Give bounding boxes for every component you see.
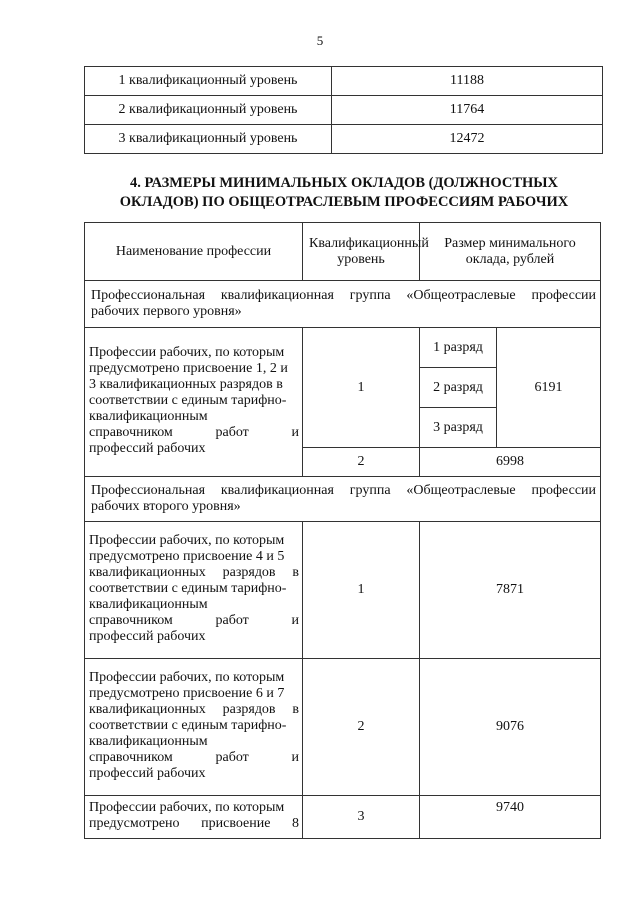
header-salary: Размер минимального оклада, рублей xyxy=(420,223,601,281)
salary-cell: 6998 xyxy=(420,448,601,477)
profession-description: Профессии рабочих, по которым предусмотрено присвоение 1, 2 и 3 квалификационных разрядов в соответствии с единым тарифно- квалификационным справочником работ и профессий рабочих xyxy=(85,328,303,477)
profession-description: Профессии рабочих, по которым предусмотрено присвоение 8 xyxy=(85,796,303,839)
salary-cell: 9076 xyxy=(420,659,601,796)
salary-cell: 6191 xyxy=(497,328,601,448)
level-cell: 3 xyxy=(303,796,420,839)
group1-title: Профессиональная квалификационная группа «Общеотраслевые профессии рабочих первого уровня» xyxy=(85,281,601,328)
table-row xyxy=(85,659,601,796)
worker-salary-table xyxy=(84,222,601,839)
level-cell: 1 xyxy=(303,328,420,448)
level-cell: 2 квалификационный уровень xyxy=(85,96,332,125)
table-row xyxy=(85,522,601,659)
razryad-cell: 3 разряд xyxy=(420,408,497,448)
level-cell: 1 квалификационный уровень xyxy=(85,67,332,96)
level-cell: 2 xyxy=(303,659,420,796)
profession-description: Профессии рабочих, по которым предусмотрено присвоение 6 и 7 квалификационных разрядов в соответствии с единым тарифно- квалификационным справочником работ и профессий рабочих xyxy=(85,659,303,796)
section-heading xyxy=(80,174,608,212)
page-number: 5 xyxy=(316,33,324,48)
salary-cell: 7871 xyxy=(420,522,601,659)
table-row xyxy=(85,67,603,96)
level-cell: 3 квалификационный уровень xyxy=(85,125,332,154)
table-row xyxy=(85,125,603,154)
top-salary-table xyxy=(84,66,603,154)
section-heading-line: ОКЛАДОВ) ПО ОБЩЕОТРАСЛЕВЫМ ПРОФЕССИЯМ РАБОЧИХ xyxy=(119,194,569,210)
level-cell: 1 xyxy=(303,522,420,659)
table-row xyxy=(85,96,603,125)
salary-cell: 11188 xyxy=(332,67,603,96)
section-heading-line: 4. РАЗМЕРЫ МИНИМАЛЬНЫХ ОКЛАДОВ (ДОЛЖНОСТНЫХ xyxy=(129,175,558,191)
header-profession: Наименование профессии xyxy=(85,223,303,281)
level-cell: 2 xyxy=(303,448,420,477)
salary-cell: 9740 xyxy=(420,796,601,839)
group-title-row xyxy=(85,281,601,328)
header-level: Квалификационный уровень xyxy=(303,223,420,281)
salary-cell: 11764 xyxy=(332,96,603,125)
table-row xyxy=(85,796,601,839)
razryad-cell: 2 разряд xyxy=(420,368,497,408)
salary-cell: 12472 xyxy=(332,125,603,154)
razryad-cell: 1 разряд xyxy=(420,328,497,368)
profession-description: Профессии рабочих, по которым предусмотрено присвоение 4 и 5 квалификационных разрядов в соответствии с единым тарифно- квалификационным справочником работ и профессий рабочих xyxy=(85,522,303,659)
group2-title: Профессиональная квалификационная группа «Общеотраслевые профессии рабочих второго уровня» xyxy=(85,477,601,522)
group-title-row xyxy=(85,477,601,522)
table-header-row xyxy=(85,223,601,281)
table-row xyxy=(85,328,601,368)
